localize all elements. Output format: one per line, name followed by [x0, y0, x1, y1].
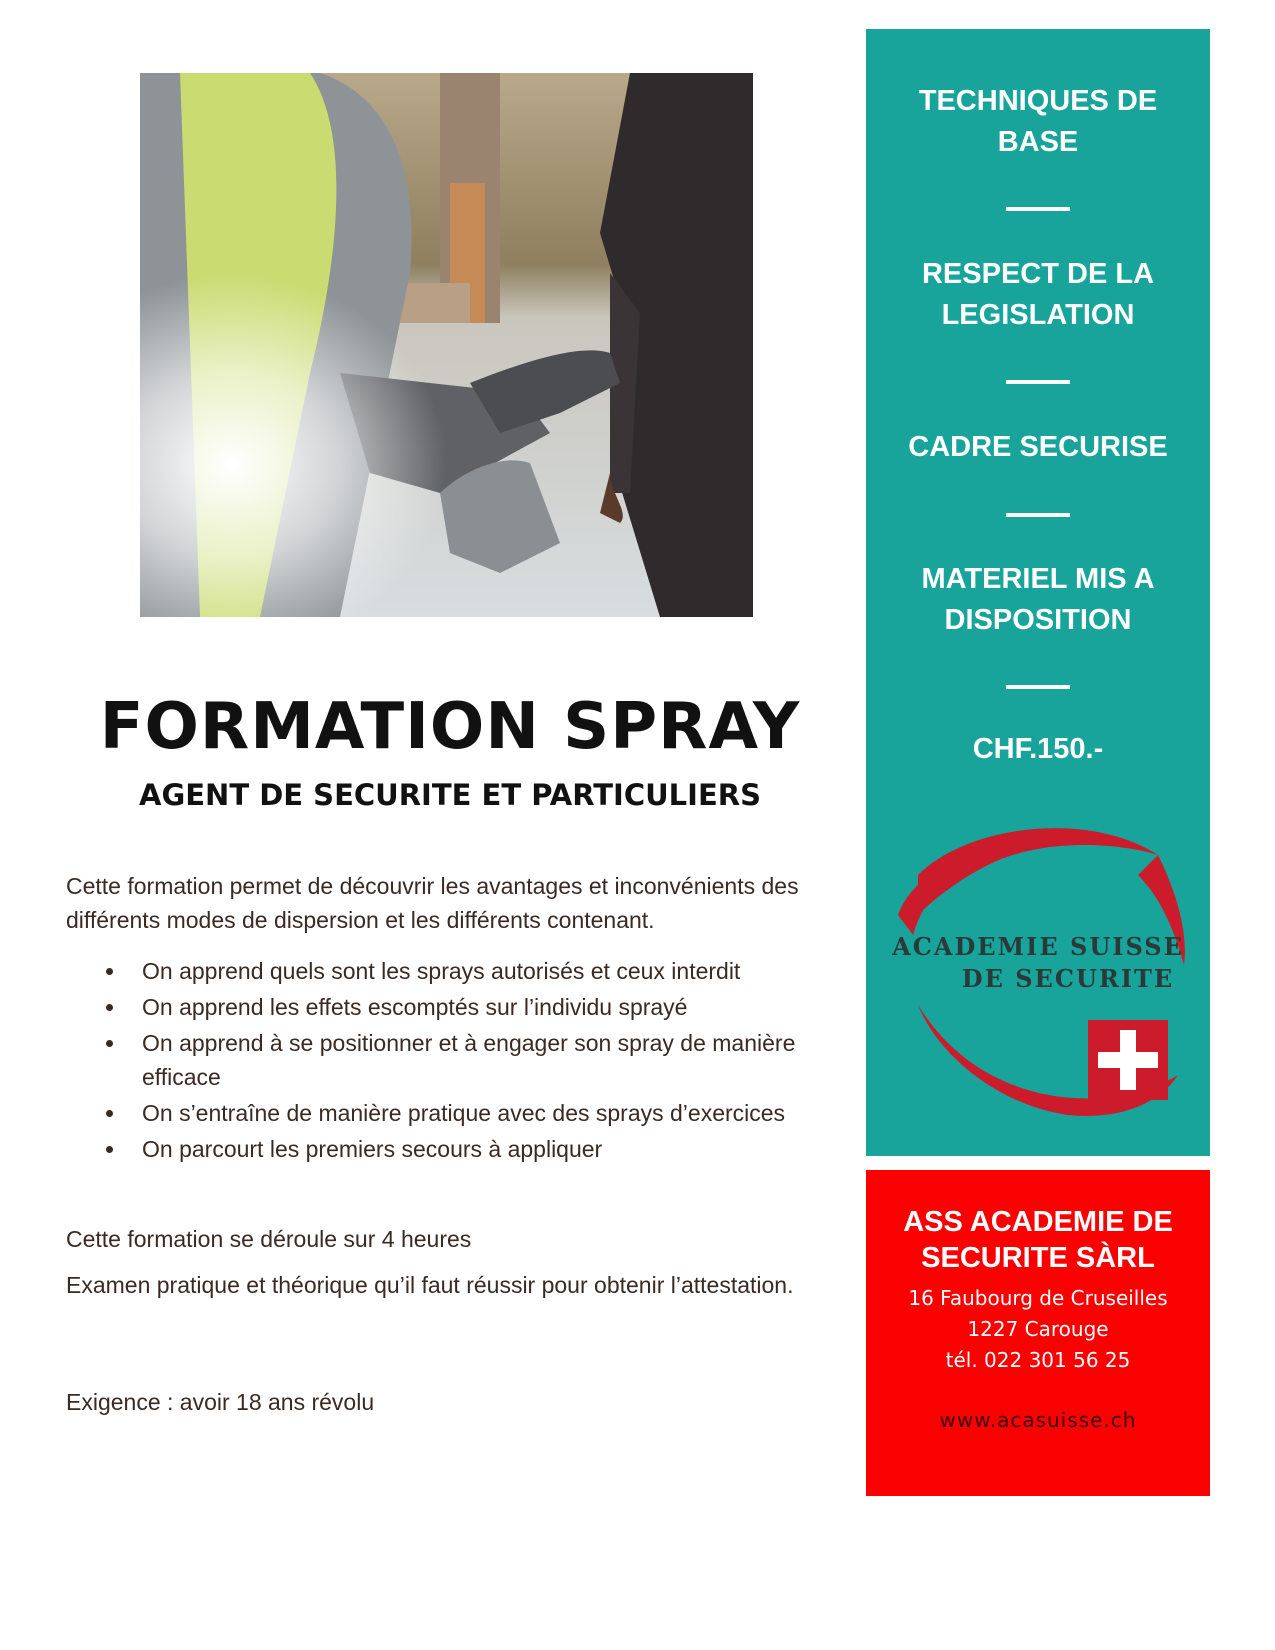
- bullet-list: [66, 954, 836, 1168]
- logo-text-line1: ACADEMIE SUISSE: [892, 932, 1184, 961]
- price: CHF.150.-: [972, 733, 1104, 765]
- feature-cadre: [866, 427, 1210, 468]
- list-item: On apprend à se positionner et à engager son spray de manière efficace: [66, 1026, 836, 1094]
- hero-photo: [140, 73, 753, 617]
- list-item: On apprend quels sont les sprays autorisés et ceux interdit: [66, 954, 836, 988]
- feature-line: CADRE SECURISE: [908, 431, 1168, 463]
- intro-paragraph: Cette formation permet de découvrir les avantages et inconvénients des différents modes de dispersion et les différents contenant.: [66, 873, 799, 933]
- feature-line: MATERIEL MIS A: [921, 563, 1155, 595]
- feature-legislation: [866, 254, 1210, 336]
- page-title: FORMATION SPRAY: [99, 690, 801, 764]
- feature-techniques: [866, 81, 1210, 163]
- security-training-photo: [140, 73, 753, 617]
- company-name-line: ASS ACADEMIE DE: [903, 1206, 1173, 1238]
- separator: [1006, 207, 1070, 211]
- page-subtitle: AGENT DE SECURITE ET PARTICULIERS: [139, 778, 761, 812]
- separator: [1006, 513, 1070, 517]
- feature-materiel: [866, 559, 1210, 641]
- feature-line: RESPECT DE LA: [921, 258, 1155, 290]
- feature-line: TECHNIQUES DE: [918, 85, 1158, 117]
- separator: [1006, 380, 1070, 384]
- duration-text: Cette formation se déroule sur 4 heures: [66, 1226, 472, 1252]
- feature-line: DISPOSITION: [944, 604, 1132, 636]
- academy-logo: [888, 815, 1190, 1135]
- exam-text: Examen pratique et théorique qu’il faut réussir pour obtenir l’attestation.: [66, 1272, 794, 1298]
- separator: [1006, 685, 1070, 689]
- phone-number: tél. 022 301 56 25: [945, 1348, 1131, 1372]
- requirement-text: Exigence : avoir 18 ans révolu: [66, 1389, 375, 1415]
- company-name-line: SECURITE SÀRL: [921, 1242, 1155, 1274]
- logo-text-line2: DE SECURITE: [961, 964, 1175, 993]
- feature-line: LEGISLATION: [941, 299, 1135, 331]
- list-item: On parcourt les premiers secours à appliquer: [66, 1132, 836, 1166]
- contact-panel: [866, 1170, 1210, 1496]
- features-panel: [866, 29, 1210, 1156]
- list-item: On s’entraîne de manière pratique avec des sprays d’exercices: [66, 1096, 836, 1130]
- list-item: On apprend les effets escomptés sur l’individu sprayé: [66, 990, 836, 1024]
- feature-line: BASE: [997, 126, 1079, 158]
- address-city: 1227 Carouge: [967, 1317, 1109, 1341]
- address-street: 16 Faubourg de Cruseilles: [908, 1286, 1168, 1310]
- company-name: [866, 1204, 1210, 1276]
- website-link[interactable]: www.acasuisse.ch: [939, 1408, 1137, 1432]
